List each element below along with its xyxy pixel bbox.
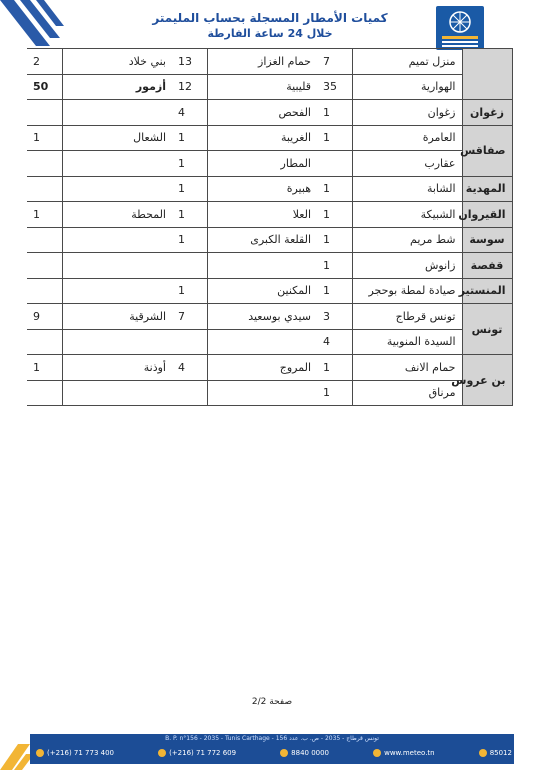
table-row [27, 329, 512, 355]
phone-icon [36, 749, 44, 757]
governorate-cell: المنستير [462, 278, 512, 304]
station-1-value: 35 [317, 74, 352, 100]
page-title: كميات الأمطار المسجلة بحساب المليمتر [152, 11, 388, 25]
station-2-value: 1 [172, 202, 207, 228]
station-1-value: 1 [317, 253, 352, 279]
station-2-value: 7 [172, 304, 207, 330]
station-2-name: الغريبة [207, 125, 317, 151]
station-3-value [27, 278, 62, 304]
phone1-text: (+216) 71 773 400 [47, 749, 114, 757]
station-2-value: 1 [172, 278, 207, 304]
station-2-name: المطار [207, 151, 317, 177]
station-2-name [207, 329, 317, 355]
station-2-value: 1 [172, 176, 207, 202]
station-2-value: 1 [172, 151, 207, 177]
station-1-value [317, 151, 352, 177]
table-row [27, 202, 512, 228]
table-row [27, 125, 512, 151]
station-2-value: 4 [172, 355, 207, 381]
station-3-name [62, 329, 172, 355]
governorate-cell: سوسة [462, 227, 512, 253]
station-3-value: 9 [27, 304, 62, 330]
governorate-cell: بن عروس [462, 355, 512, 406]
station-1-name: الشابة [352, 176, 462, 202]
station-2-name: العلا [207, 202, 317, 228]
station-2-value: 13 [172, 49, 207, 75]
station-3-value [27, 329, 62, 355]
station-1-value: 1 [317, 380, 352, 406]
code-text: 85012 [489, 749, 512, 757]
station-2-value: 4 [172, 100, 207, 126]
station-2-value [172, 380, 207, 406]
station-2-name: القلعة الكبرى [207, 227, 317, 253]
contact-code [479, 749, 512, 757]
station-1-value: 1 [317, 202, 352, 228]
station-1-name: العامرة [352, 125, 462, 151]
web-icon [373, 749, 381, 757]
station-3-name: الشرقية [62, 304, 172, 330]
table-row [27, 304, 512, 330]
station-1-name: زانوش [352, 253, 462, 279]
station-3-name [62, 227, 172, 253]
station-3-name [62, 380, 172, 406]
station-3-value [27, 380, 62, 406]
station-3-value [27, 227, 62, 253]
station-3-name [62, 278, 172, 304]
table-row [27, 227, 512, 253]
station-1-value: 1 [317, 176, 352, 202]
station-3-value: 1 [27, 202, 62, 228]
table-row [27, 278, 512, 304]
phone3-text: 8840 0000 [291, 749, 330, 757]
footer-address: B. P. n°156 - 2035 - Tunis Carthage - تونس قرطاج - 2035 - ص. ب. عدد 156 [165, 735, 379, 742]
table-row [27, 355, 512, 381]
contact-phone2 [158, 749, 236, 757]
table-row [27, 151, 512, 177]
station-3-name [62, 151, 172, 177]
station-2-value: 12 [172, 74, 207, 100]
table-row [27, 176, 512, 202]
rainfall-table [27, 48, 513, 406]
logo-icon [436, 6, 484, 50]
station-1-value: 1 [317, 278, 352, 304]
station-2-value: 1 [172, 227, 207, 253]
page-number: صفحة 2/2 [251, 697, 293, 707]
station-3-name [62, 253, 172, 279]
station-3-value: 1 [27, 125, 62, 151]
station-1-name: منزل تميم [352, 49, 462, 75]
station-3-value [27, 253, 62, 279]
station-3-value: 2 [27, 49, 62, 75]
footer-contacts [36, 744, 512, 762]
contact-website[interactable] [373, 749, 435, 757]
station-2-value [172, 329, 207, 355]
table-row [27, 74, 512, 100]
station-2-name: المكنين [207, 278, 317, 304]
station-1-name: صيادة لمطة بوحجر [352, 278, 462, 304]
station-3-name: بني خلاد [62, 49, 172, 75]
station-2-name: الفحص [207, 100, 317, 126]
station-2-name: سيدي بوسعيد [207, 304, 317, 330]
table-row [27, 380, 512, 406]
station-1-name: السيدة المنوبية [352, 329, 462, 355]
station-3-name: الشعال [62, 125, 172, 151]
station-3-value [27, 100, 62, 126]
contact-phone3 [280, 749, 329, 757]
station-1-name: مرناق [352, 380, 462, 406]
station-1-value: 1 [317, 125, 352, 151]
station-2-name: هبيرة [207, 176, 317, 202]
governorate-cell: صفاقس [462, 125, 512, 176]
station-2-value [172, 253, 207, 279]
station-1-name: عقارب [352, 151, 462, 177]
fax-icon [158, 749, 166, 757]
governorate-cell: قفصة [462, 253, 512, 279]
station-1-value: 1 [317, 227, 352, 253]
governorate-cell: المهدية [462, 176, 512, 202]
table-row [27, 100, 512, 126]
page-subtitle: خلال 24 ساعة الفارطة [207, 27, 333, 40]
station-3-name: أوذنة [62, 355, 172, 381]
station-2-name [207, 253, 317, 279]
page-footer [0, 730, 544, 770]
station-3-value: 50 [27, 74, 62, 100]
mail-icon [479, 749, 487, 757]
governorate-cell [462, 49, 512, 100]
table-row [27, 253, 512, 279]
station-1-value: 7 [317, 49, 352, 75]
station-1-name: زغوان [352, 100, 462, 126]
station-2-value: 1 [172, 125, 207, 151]
station-1-name: الهوارية [352, 74, 462, 100]
station-3-name [62, 176, 172, 202]
website-text[interactable]: www.meteo.tn [384, 749, 435, 757]
station-2-name: المروج [207, 355, 317, 381]
station-2-name [207, 380, 317, 406]
station-1-value: 1 [317, 355, 352, 381]
station-3-name: المحطة [62, 202, 172, 228]
station-3-value [27, 176, 62, 202]
page-header [110, 10, 430, 41]
station-1-value: 1 [317, 100, 352, 126]
station-2-name: قليبية [207, 74, 317, 100]
station-3-value: 1 [27, 355, 62, 381]
station-1-name: تونس قرطاج [352, 304, 462, 330]
mobile-icon [280, 749, 288, 757]
station-2-name: حمام الغزاز [207, 49, 317, 75]
station-1-value: 4 [317, 329, 352, 355]
station-3-name [62, 100, 172, 126]
station-1-name: حمام الانف [352, 355, 462, 381]
contact-phone1 [36, 749, 114, 757]
station-1-name: شط مريم [352, 227, 462, 253]
governorate-cell: تونس [462, 304, 512, 355]
table-row [27, 49, 512, 75]
governorate-cell: القيروان [462, 202, 512, 228]
station-3-value [27, 151, 62, 177]
governorate-cell: زغوان [462, 100, 512, 126]
station-1-value: 3 [317, 304, 352, 330]
phone2-text: (+216) 71 772 609 [169, 749, 237, 757]
station-3-name: أزمور [62, 74, 172, 100]
station-1-name: الشبيكة [352, 202, 462, 228]
